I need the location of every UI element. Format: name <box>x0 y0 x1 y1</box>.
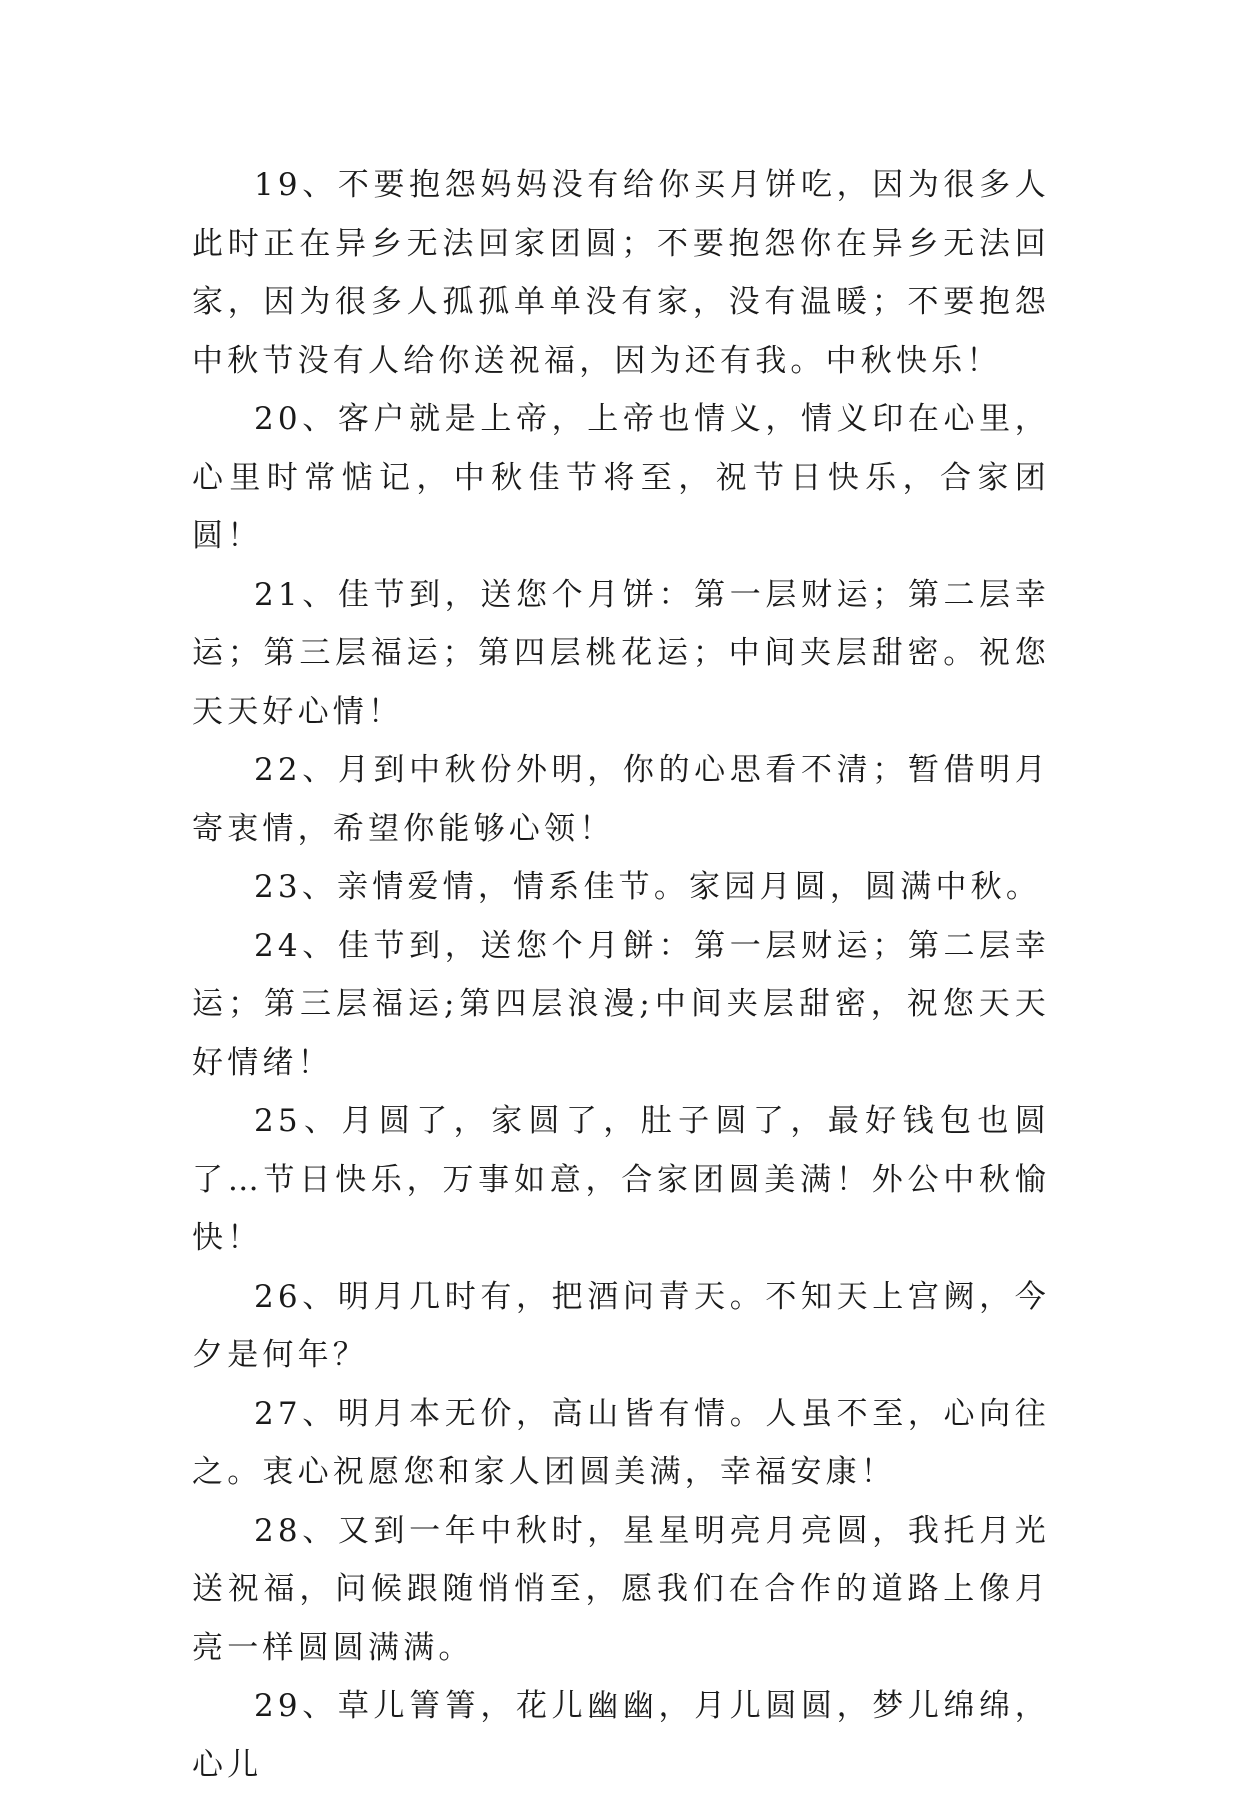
paragraph-29: 29、草儿箐箐，花儿幽幽，月儿圆圆，梦儿绵绵，心儿 <box>192 1688 1050 1783</box>
paragraph-21: 21、佳节到，送您个月饼：第一层财运；第二层幸运；第三层福运；第四层桃花运；中间夹层甜密。祝您天天好心情！ <box>192 576 1050 730</box>
paragraph-27: 27、明月本无价，高山皆有情。人虽不至，心向往之。衷心祝愿您和家人团圆美满，幸福安康！ <box>192 1395 1050 1490</box>
paragraph-19: 19、不要抱怨妈妈没有给你买月饼吃，因为很多人此时正在异乡无法回家团圆；不要抱怨你在异乡无法回家，因为很多人孤孤单单没有家，没有温暖；不要抱怨中秋节没有人给你送祝福，因为还有我。中秋快乐！ <box>192 167 1050 379</box>
paragraph-23: 23、亲情爱情，情系佳节。家园月圆，圆满中秋。 <box>254 869 1042 905</box>
paragraph-24: 24、佳节到，送您个月餅：第一层财运；第二层幸运；第三层福运;第四层浪漫;中间夹层甜密，祝您天天好情绪！ <box>192 927 1050 1081</box>
paragraph-25: 25、月圆了，家圆了，肚子圆了，最好钱包也圆了…节日快乐，万事如意，合家团圆美满！外公中秋愉快！ <box>192 1103 1050 1256</box>
paragraph-22: 22、月到中秋份外明，你的心思看不清；暂借明月寄衷情，希望你能够心领！ <box>192 752 1050 847</box>
paragraph-20: 20、客户就是上帝，上帝也情义，情义印在心里，心里时常惦记，中秋佳节将至，祝节日快乐，合家团圆！ <box>192 401 1050 554</box>
paragraph-26: 26、明月几时有，把酒问青天。不知天上宫阙，今夕是何年？ <box>192 1278 1050 1373</box>
document-body <box>192 156 1050 1794</box>
paragraph-28: 28、又到一年中秋时，星星明亮月亮圆，我托月光送祝福，问候跟随悄悄至，愿我们在合作的道路上像月亮一样圆圆满满。 <box>192 1512 1050 1666</box>
